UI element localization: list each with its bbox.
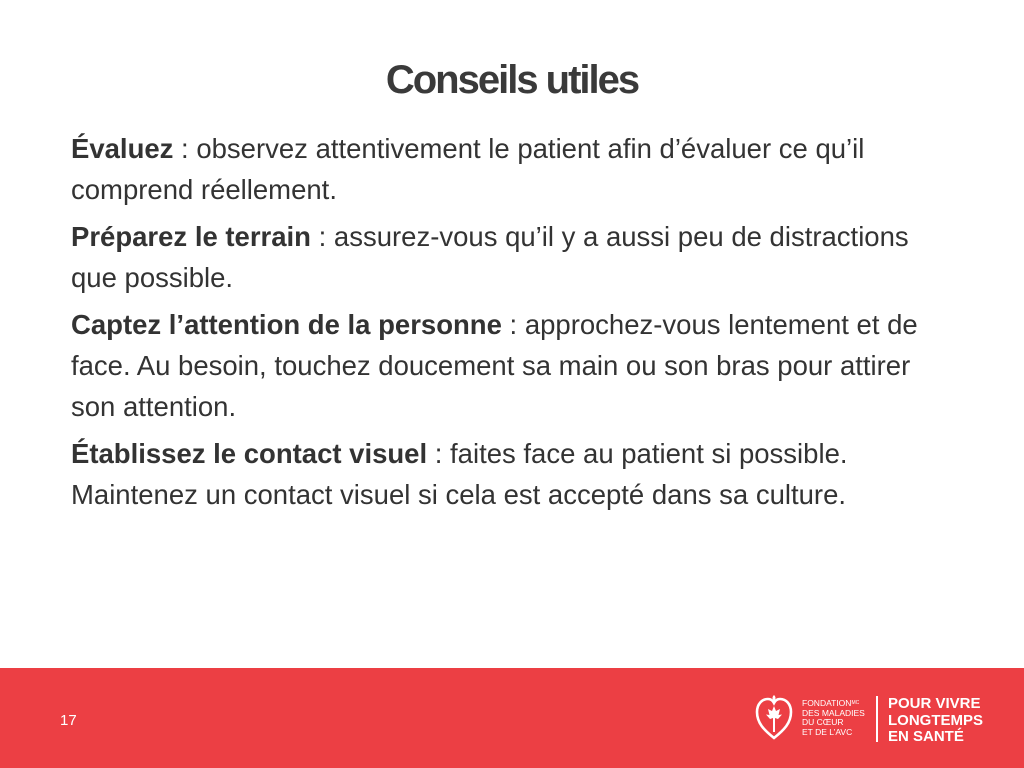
tip-term: Établissez le contact visuel — [71, 438, 428, 469]
slide-title: Conseils utiles — [385, 58, 639, 102]
foundation-name-line: FONDATION — [802, 698, 852, 708]
tagline-line: EN SANTÉ — [888, 728, 964, 745]
tagline-line: LONGTEMPS — [888, 711, 984, 729]
foundation-name-line: ET DE L’AVC — [802, 726, 853, 737]
trademark-mark: MC — [851, 700, 860, 706]
foundation-name-line: DES MALADIES — [802, 707, 865, 718]
foundation-name-line: DU CŒUR — [802, 717, 844, 727]
tip-evaluate — [71, 128, 961, 210]
tip-term: Captez l’attention de la personne — [71, 309, 502, 340]
tip-text: : approchez-vous lentement et de face. Au besoin, touchez doucement sa main ou son bras pour attirer son attention. — [71, 309, 918, 422]
footer-bar — [0, 668, 1024, 768]
tip-text: : assurez-vous qu’il y a aussi peu de distractions que possible. — [71, 221, 909, 293]
tagline-line: POUR VIVRE — [888, 695, 981, 712]
tip-term: Préparez le terrain — [71, 221, 311, 252]
logo-divider — [876, 696, 878, 742]
tips-list — [71, 128, 961, 521]
tip-attention — [71, 304, 961, 427]
page-number: 17 — [60, 712, 77, 729]
tip-eye-contact — [71, 433, 961, 515]
tip-text: : observez attentivement le patient afin d’évaluer ce qu’il comprend réellement. — [71, 133, 865, 205]
tip-term: Évaluez — [71, 133, 174, 164]
heart-maple-leaf-torch-icon — [754, 694, 794, 740]
foundation-logo — [754, 694, 1004, 744]
tip-text: : faites face au patient si possible. Maintenez un contact visuel si cela est accepté dans sa culture. — [71, 438, 848, 510]
foundation-name — [802, 699, 872, 737]
tip-prepare — [71, 216, 961, 298]
tagline — [888, 696, 983, 746]
